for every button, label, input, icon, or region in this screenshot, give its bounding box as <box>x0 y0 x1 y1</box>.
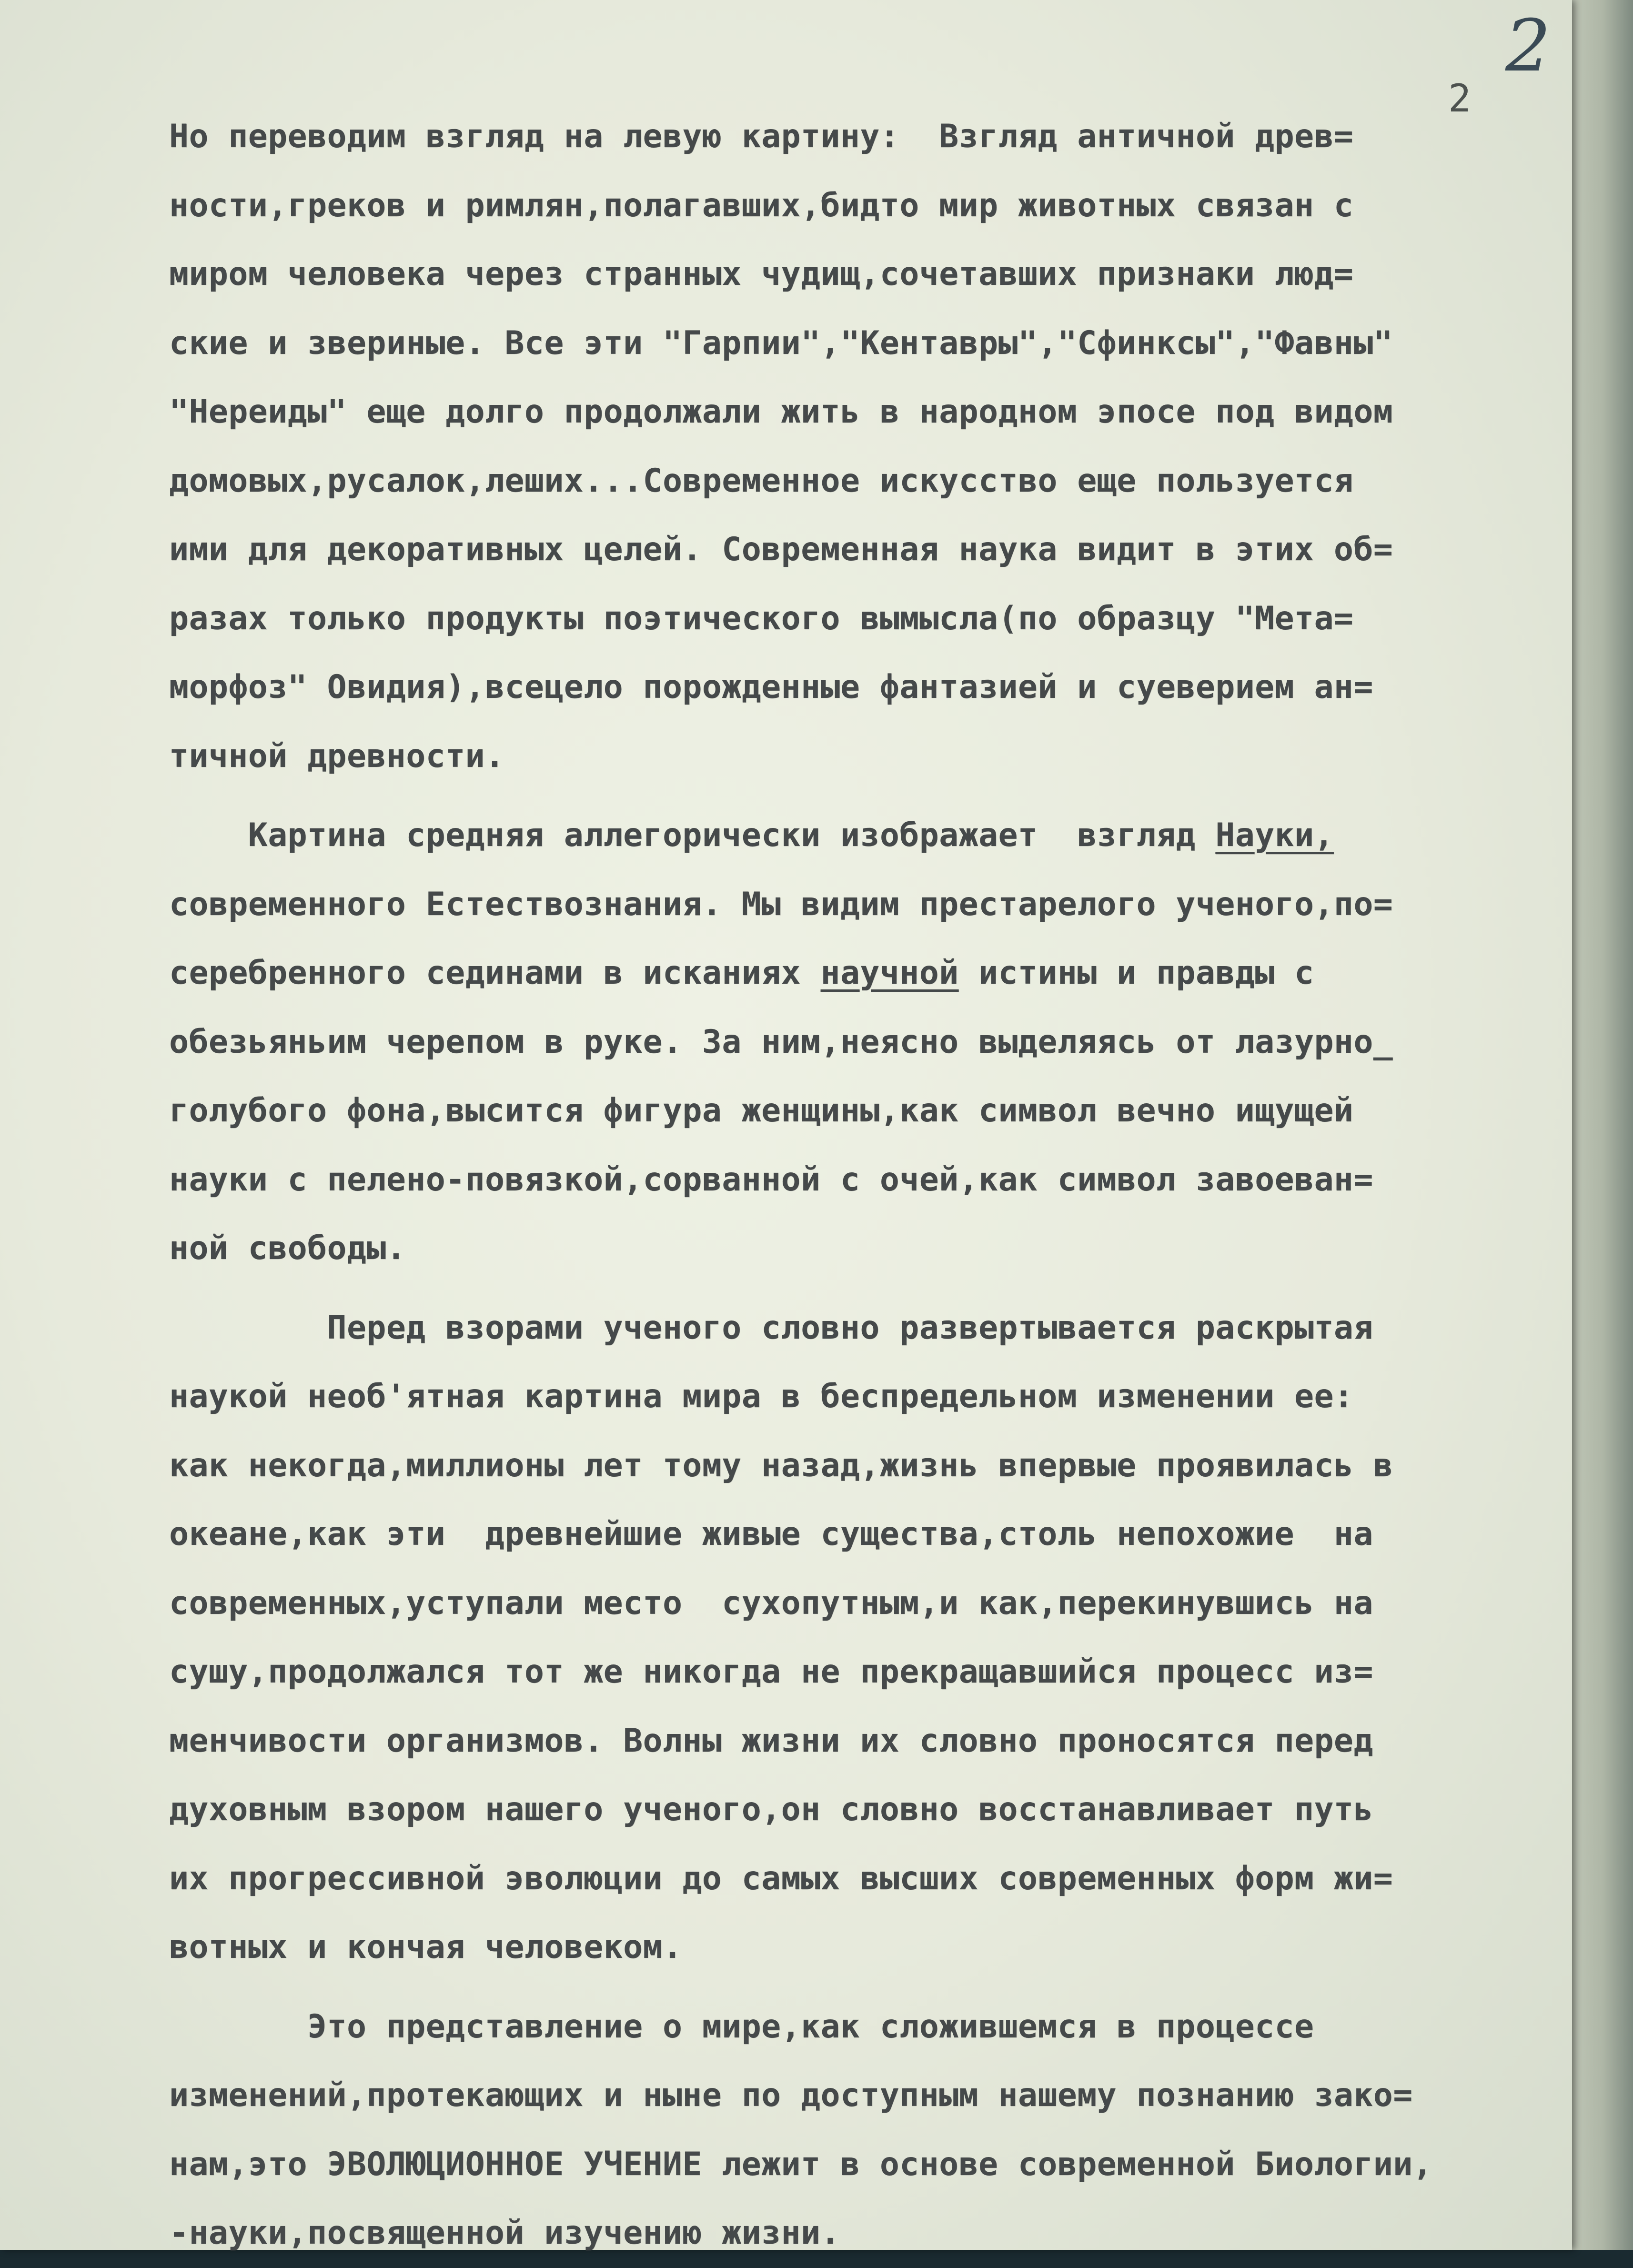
paragraph-2 <box>169 801 1551 1283</box>
page-number: 2 <box>1448 76 1472 121</box>
text-line: морфоз" Овидия),всецело порожденные фантазией и суеверием ан= <box>169 668 1373 706</box>
text-line <box>169 939 1551 1008</box>
text-line: тичной древности. <box>169 737 505 775</box>
text-line: Но переводим взгляд на левую картину: Взгляд античной древ= <box>169 118 1354 155</box>
text-segment: серебренного сединами в исканиях <box>169 954 801 992</box>
underlined-word: научной <box>820 954 959 992</box>
text-line: Это представление о мире,как сложившемся в процессе <box>169 2007 1314 2046</box>
underlined-word: Науки, <box>1215 816 1334 854</box>
text-line: "Нереиды" еще долго продолжали жить в народном эпосе под видом <box>169 393 1393 431</box>
text-line: наукой необ'ятная картина мира в беспредельном изменении ее: <box>169 1378 1354 1415</box>
text-line: вотных и кончая человеком. <box>169 1928 683 1966</box>
text-line: разах только продукты поэтического вымысла(по образцу "Мета= <box>169 599 1354 637</box>
body-text <box>169 102 1551 2268</box>
text-line <box>169 801 1551 870</box>
text-line: менчивости организмов. Волны жизни их словно проносятся перед <box>169 1722 1373 1760</box>
text-line: сушу,продолжался тот же никогда не прекращавшийся процесс из= <box>169 1653 1373 1691</box>
text-segment: истины и правды с <box>978 954 1314 992</box>
text-line: ной свободы. <box>169 1230 406 1267</box>
text-line: голубого фона,высится фигура женщины,как символ вечно ищущей <box>169 1092 1354 1129</box>
paragraph-gap <box>169 791 1551 801</box>
paragraph-1 <box>169 102 1551 791</box>
text-line: современного Естествознания. Мы видим престарелого ученого,по= <box>169 885 1393 923</box>
text-line: духовным взором нашего ученого,он словно восстанавливает путь <box>169 1791 1373 1828</box>
text-segment: Картина средняя аллегорически изображает взгляд <box>169 816 1196 854</box>
paragraph-gap <box>169 1982 1551 1993</box>
text-line: нам,это ЭВОЛЮЦИОННОЕ УЧЕНИЕ лежит в основе современной Биологии, <box>169 2145 1433 2183</box>
text-line: их прогрессивной эволюции до самых высших современных форм жи= <box>169 1859 1393 1897</box>
text-line: изменений,протекающих и ныне по доступным нашему познанию зако= <box>169 2076 1413 2114</box>
paragraph-gap <box>169 1283 1551 1294</box>
handwritten-page-mark: 2 <box>1505 5 1551 88</box>
text-line: ими для декоративных целей. Современная наука видит в этих об= <box>169 531 1393 568</box>
paragraph-3 <box>169 1294 1551 1982</box>
text-line: домовых,русалок,леших...Современное искусство еще пользуется <box>169 462 1354 500</box>
text-line: современных,уступали место сухопутным,и как,перекинувшись на <box>169 1584 1373 1622</box>
text-line: Перед взорами ученого словно развертывается раскрытая <box>169 1309 1373 1347</box>
text-line: -науки,посвященной изучению жизни. <box>169 2214 840 2252</box>
paragraph-4 <box>169 1993 1551 2268</box>
text-line: как некогда,миллионы лет тому назад,жизнь впервые проявилась в <box>169 1446 1393 1484</box>
text-line: миром человека через странных чудищ,сочетавших признаки люд= <box>169 255 1354 293</box>
text-line: обезьяньим черепом в руке. За ним,неясно выделяясь от лазурно_ <box>169 1023 1393 1061</box>
text-line: ности,греков и римлян,полагавших,бидто мир животных связан с <box>169 186 1354 224</box>
text-line: науки с пелено-повязкой,сорванной с очей,как символ завоеван= <box>169 1160 1373 1199</box>
text-line: океане,как эти древнейшие живые существа,столь непохожие на <box>169 1515 1373 1553</box>
text-line: ские и звериные. Все эти "Гарпии","Кентавры","Сфинксы","Фавны" <box>169 324 1393 362</box>
